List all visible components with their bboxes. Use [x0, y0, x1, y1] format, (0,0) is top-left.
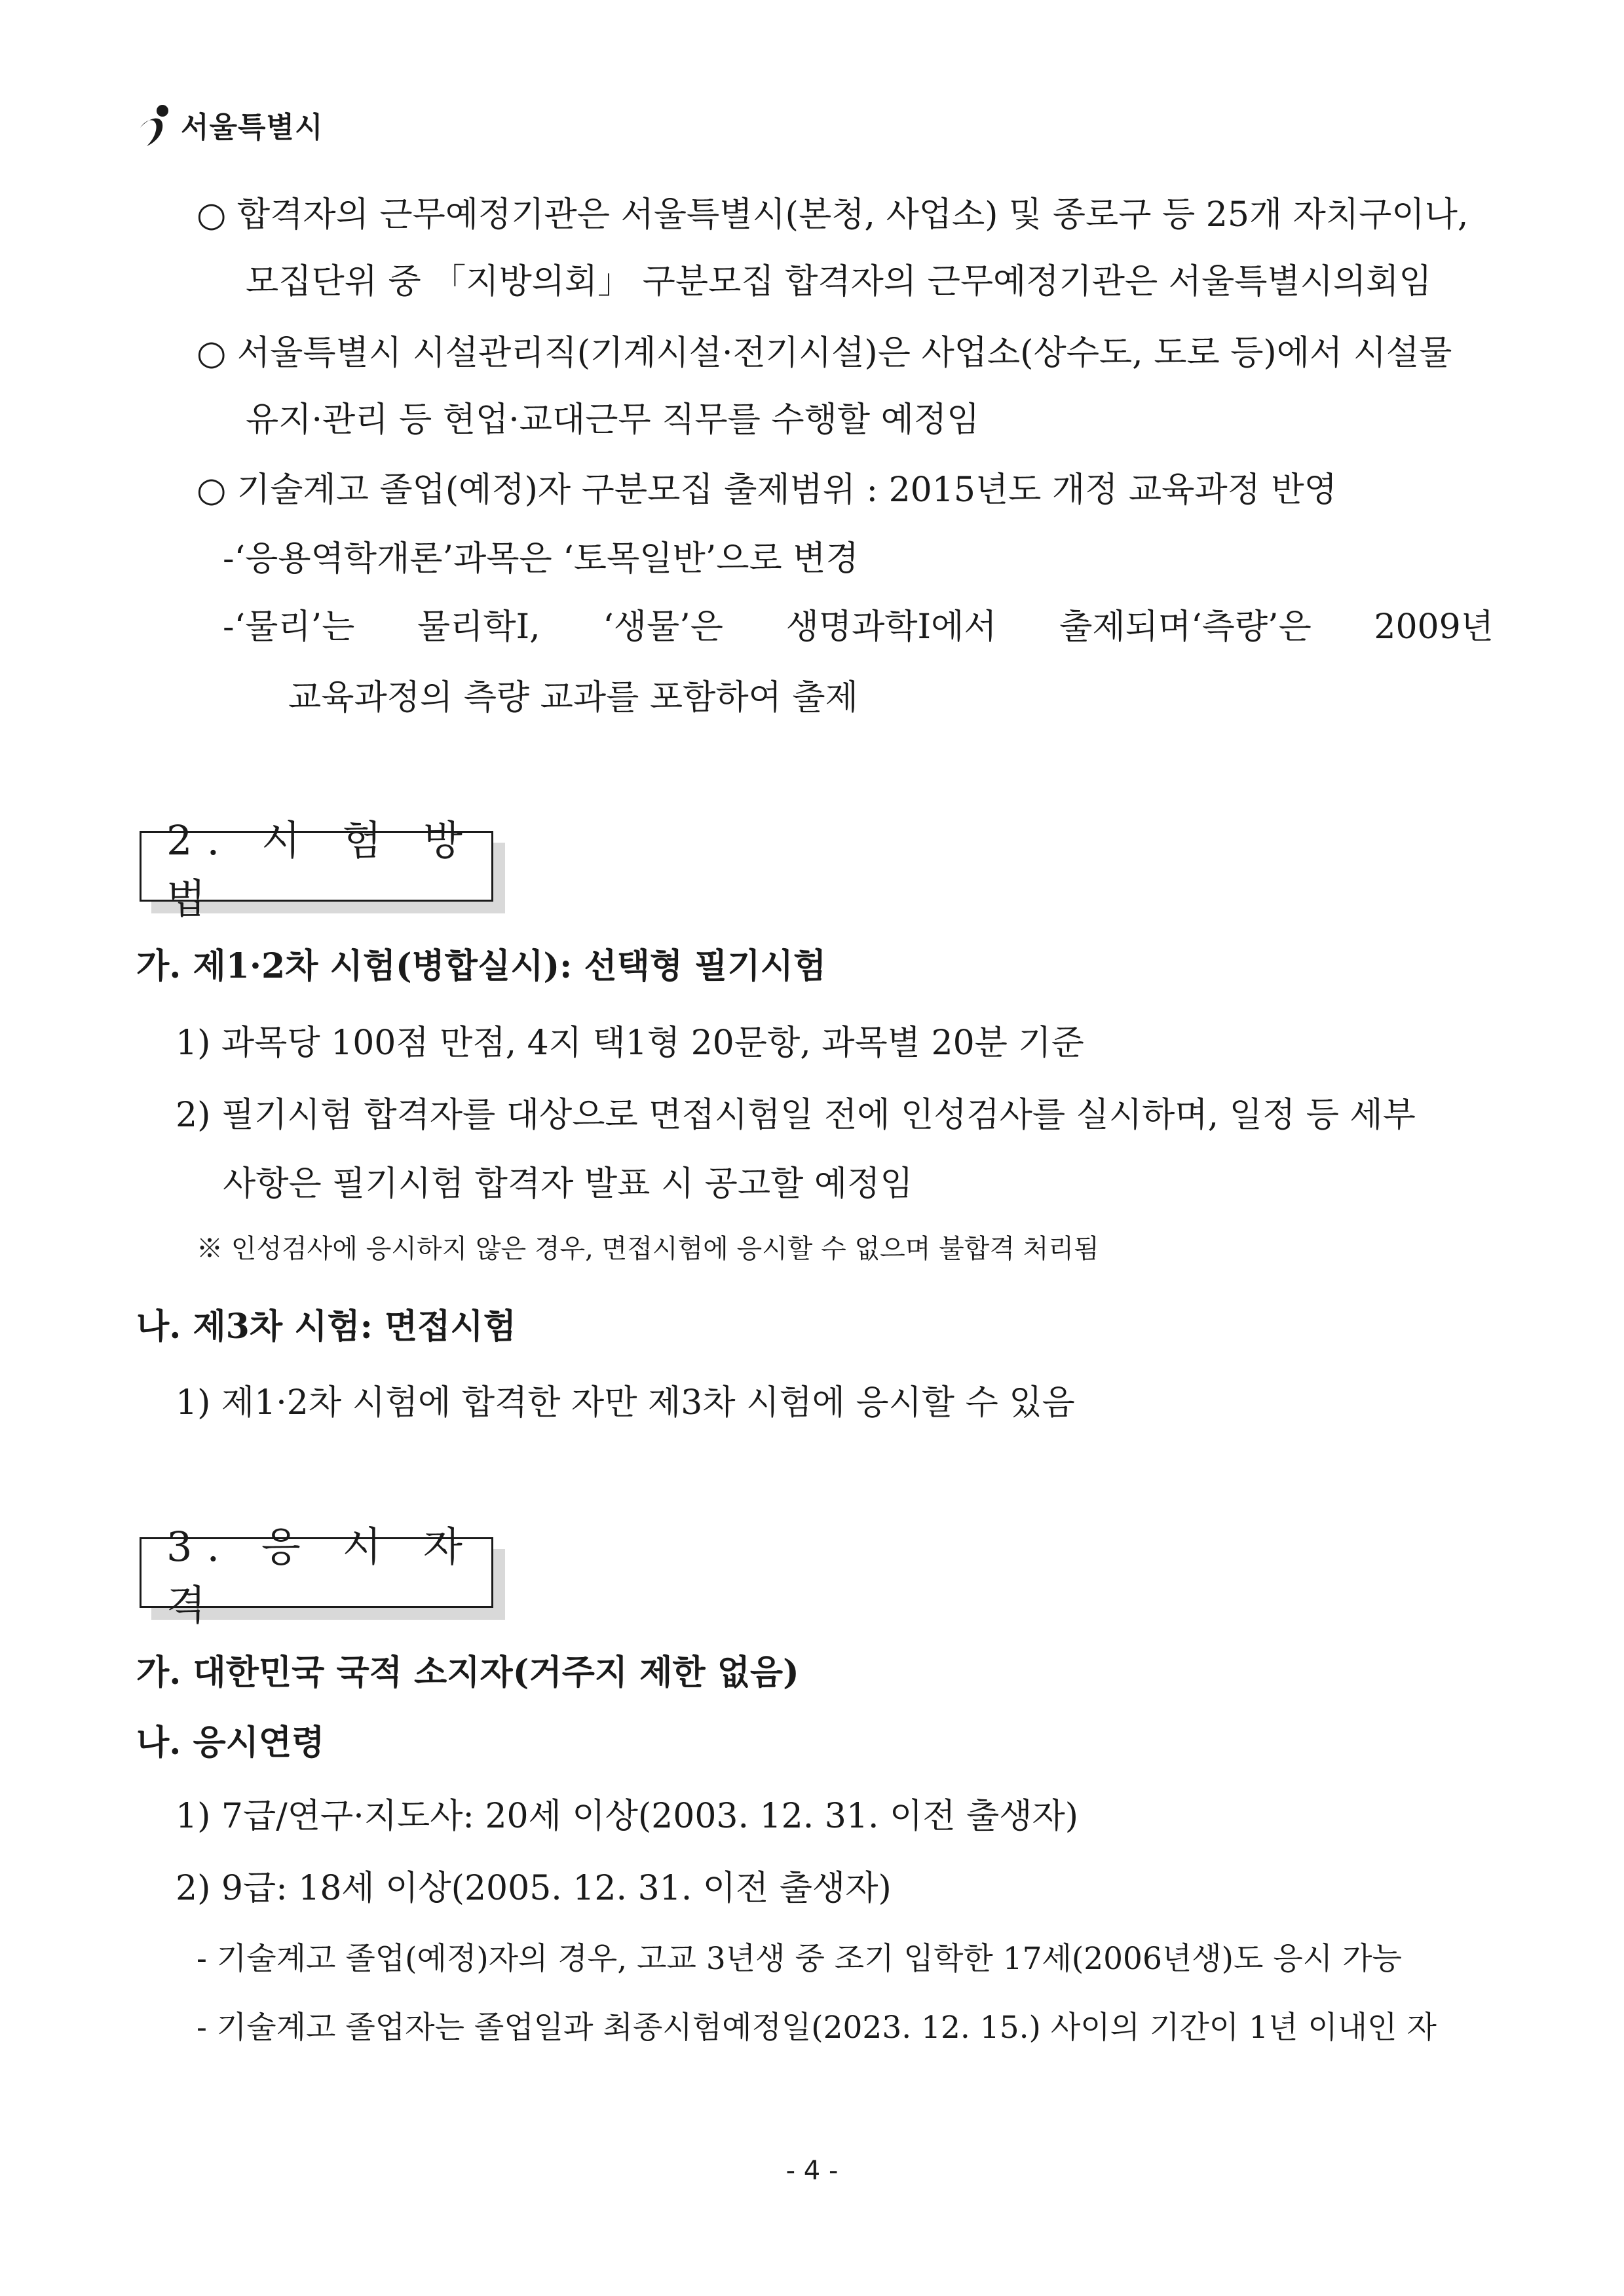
- seoul-logo-icon: [136, 102, 178, 147]
- scope-dash2: [223, 604, 1494, 650]
- scope-dash2-part: 2009년: [1374, 607, 1494, 647]
- header-logo: [136, 98, 324, 151]
- section3-b2: 2) 9급: 18세 이상(2005. 12. 31. 이전 출생자): [176, 1869, 892, 1908]
- bullet-facility-line1: ○ 서울특별시 시설관리직(기계시설·전기시설)은 사업소(상수도, 도로 등)에서 시설물: [197, 334, 1452, 373]
- bullet-facility-line2: 유지·관리 등 현업·교대근무 직무를 수행할 예정임: [246, 400, 980, 440]
- section2-a2-line2: 사항은 필기시험 합격자 발표 시 공고할 예정임: [223, 1164, 913, 1204]
- page-number: - 4 -: [785, 2156, 839, 2186]
- scope-dash2-part: ‘생물’은: [603, 607, 724, 647]
- section2-sub-a: 가. 제1·2차 시험(병합실시): 선택형 필기시험: [136, 946, 827, 986]
- section3-b1: 1) 7급/연구·지도사: 20세 이상(2003. 12. 31. 이전 출생자): [176, 1797, 1078, 1836]
- section2-heading: 2. 시 험 방 법: [140, 831, 493, 902]
- scope-dash2-part: 생명과학Ⅰ에서: [785, 607, 997, 647]
- section3-heading: 3. 응 시 자 격: [140, 1537, 493, 1608]
- scope-dash2-part: 출제되며‘측량’은: [1059, 607, 1312, 647]
- bullet-workplace-line1: ○ 합격자의 근무예정기관은 서울특별시(본청, 사업소) 및 종로구 등 25개 자치구이나,: [197, 195, 1469, 235]
- bullet-workplace-line2: 모집단위 중 「지방의회」 구분모집 합격자의 근무예정기관은 서울특별시의회임: [246, 262, 1432, 301]
- section2-sub-b: 나. 제3차 시험: 면접시험: [136, 1307, 516, 1347]
- scope-dash2-line2: 교육과정의 측량 교과를 포함하여 출제: [288, 678, 858, 718]
- scope-dash1: -‘응용역학개론’과목은 ‘토목일반’으로 변경: [223, 539, 859, 579]
- section3-dash1: - 기술계고 졸업(예정)자의 경우, 고교 3년생 중 조기 입학한 17세(2006년생)도 응시 가능: [197, 1941, 1402, 1977]
- section2-a2-line1: 2) 필기시험 합격자를 대상으로 면접시험일 전에 인성검사를 실시하며, 일정 등 세부: [176, 1096, 1416, 1135]
- scope-dash2-part: 물리학Ⅰ,: [417, 607, 540, 647]
- section3-sub-b: 나. 응시연령: [136, 1723, 325, 1763]
- section3-heading-box: [140, 1523, 493, 1629]
- scope-dash2-part: -‘물리’는: [223, 607, 355, 647]
- bullet-scope-line1: ○ 기술계고 졸업(예정)자 구분모집 출제범위 : 2015년도 개정 교육과정 반영: [197, 470, 1337, 510]
- section2-a1: 1) 과목당 100점 만점, 4지 택1형 20문항, 과목별 20분 기준: [176, 1024, 1084, 1063]
- section2-b1: 1) 제1·2차 시험에 합격한 자만 제3차 시험에 응시할 수 있음: [176, 1383, 1075, 1423]
- section2-note: ※ 인성검사에 응시하지 않은 경우, 면접시험에 응시할 수 없으며 불합격 처리됨: [197, 1234, 1099, 1264]
- section3-dash2: - 기술계고 졸업자는 졸업일과 최종시험예정일(2023. 12. 15.) 사이의 기간이 1년 이내인 자: [197, 2010, 1437, 2046]
- section3-sub-a: 가. 대한민국 국적 소지자(거주지 제한 없음): [136, 1653, 799, 1693]
- section2-heading-box: [140, 816, 493, 923]
- logo-text: 서울특별시: [181, 111, 324, 144]
